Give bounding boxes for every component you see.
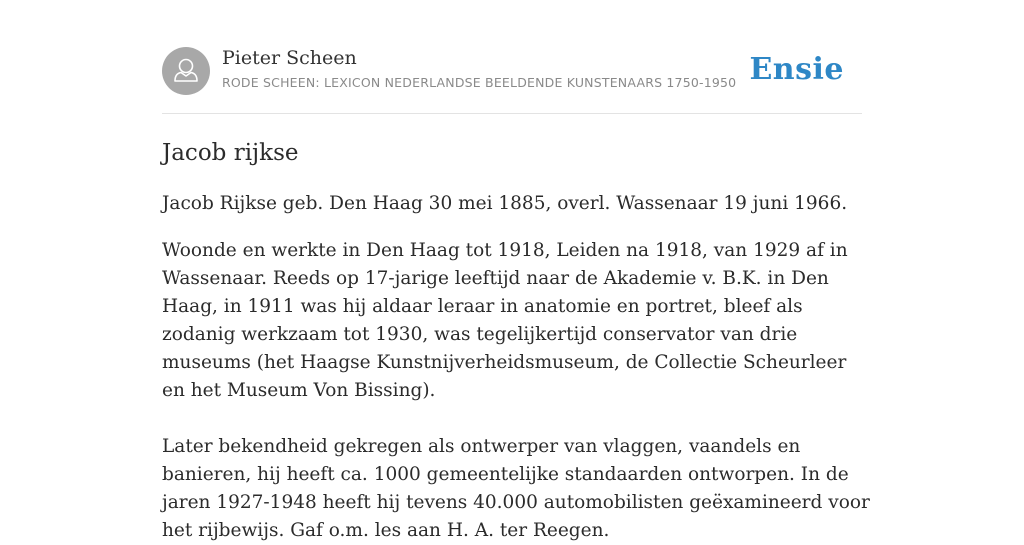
user-icon: [162, 47, 210, 95]
source-title[interactable]: RODE SCHEEN: LEXICON NEDERLANDSE BEELDENDE KUNSTENAARS 1750-1950: [222, 75, 737, 90]
page-title: Jacob rijkse: [162, 140, 299, 166]
paragraph-later: Later bekendheid gekregen als ontwerper van vlaggen, vaandels en banieren, hij heeft ca. 1000 gemeentelijke standaarden ontworpen. In de jaren 1927-1948 heeft hij tevens 40.000 automobilisten geëxamineerd voor het rijbewijs. Gaf o.m. les aan H. A. ter Reegen.: [162, 436, 870, 541]
avatar[interactable]: [162, 47, 210, 95]
author-name[interactable]: Pieter Scheen: [222, 47, 357, 69]
article-body: [162, 190, 870, 545]
header-divider: [162, 113, 862, 114]
paragraph-intro: Jacob Rijkse geb. Den Haag 30 mei 1885, overl. Wassenaar 19 juni 1966.: [162, 193, 848, 214]
brand-logo[interactable]: Ensie: [749, 52, 844, 87]
paragraph-career: Woonde en werkte in Den Haag tot 1918, Leiden na 1918, van 1929 af in Wassenaar. Reeds op 17-jarige leeftijd naar de Akademie v. B.K. in Den Haag, in 1911 was hij aldaar leraar in anatomie en portret, bleef als zodanig werkzaam tot 1930, was tegelijkertijd conservator van drie museums (het Haagse Kunstnijverheidsmuseum, de Collectie Scheurleer en het Museum Von Bissing).: [162, 240, 848, 401]
article-header: [162, 46, 862, 96]
